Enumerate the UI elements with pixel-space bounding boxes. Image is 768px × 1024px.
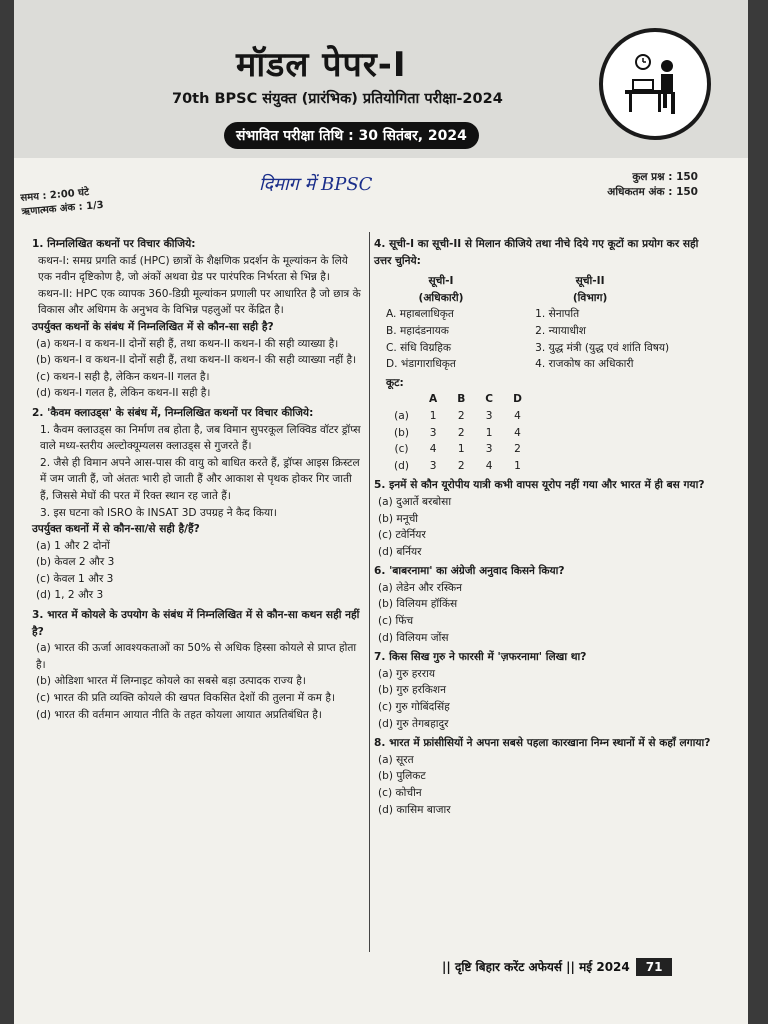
option: (b) कथन-I व कथन-II दोनों सही हैं, तथा कथन-II कथन-I की सही व्याख्या नहीं है। [36, 354, 357, 367]
list-1 [386, 273, 535, 373]
question-text: 7. किस सिख गुरु ने फारसी में 'ज़फरनामा' लिखा था? [374, 651, 587, 664]
total-questions: कुल प्रश्न : 150 [632, 171, 698, 183]
option: (b) पुलिकट [378, 770, 426, 783]
option: (a) लेडेन और रस्किन [378, 581, 462, 594]
table-cell: 4 [429, 443, 437, 456]
codes-header-cell: C [485, 393, 494, 406]
list-item: 4. राजकोष का अधिकारी [535, 358, 634, 371]
question-text: 5. इनमें से कौन यूरोपीय यात्री कभी वापस यूरोप नहीं गया और भारत में ही बस गया? [374, 479, 705, 492]
table-cell: 4 [514, 409, 521, 422]
question-text: 4. सूची-I का सूची-II से मिलान कीजिये तथा नीचे दिये गए कूटों का प्रयोग कर सही उत्तर चुनिये: [374, 238, 699, 267]
list-2-title: सूची-II [575, 275, 605, 288]
option: (b) ओडिशा भारत में लिग्नाइट कोयले का सबसे बड़ा उत्पादक राज्य है। [36, 675, 306, 688]
list-item: A. महाबलाधिकृत [386, 308, 454, 321]
option: (a) भारत की ऊर्जा आवश्यकताओं का 50% से अधिक हिस्सा कोयले से प्राप्त होता है। [36, 642, 357, 671]
table-row [384, 458, 532, 475]
option: (a) 1 और 2 दोनों [36, 539, 110, 552]
exam-date-badge: संभावित परीक्षा तिथि : 30 सितंबर, 2024 [224, 122, 479, 149]
table-cell: (c) [394, 443, 409, 456]
exam-meta-left [20, 185, 104, 220]
option: (a) सूरत [378, 753, 414, 766]
list-1-title: सूची-I [428, 275, 454, 288]
option: (a) गुरु हरराय [378, 667, 435, 680]
list-item: D. भंडागाराधिकृत [386, 358, 456, 371]
codes-table [384, 391, 532, 474]
codes-header-row [384, 391, 532, 408]
column-divider [369, 232, 370, 952]
question-1 [32, 236, 364, 402]
question-5 [374, 477, 714, 560]
option: (c) टवेर्नियर [378, 529, 426, 542]
question-8 [374, 735, 714, 818]
question-4 [374, 236, 714, 474]
person-at-desk-icon [599, 28, 711, 140]
table-cell: 3 [429, 459, 437, 472]
option: (d) कासिम बाजार [378, 803, 451, 816]
list-item: 3. युद्ध मंत्री (युद्ध एवं शांति विषय) [535, 341, 670, 354]
list-item: 1. सेनापति [535, 308, 580, 321]
option: (c) भारत की प्रति व्यक्ति कोयले की खपत विकसित देशों की तुलना में कम है। [36, 692, 335, 705]
table-row [384, 425, 532, 442]
list-1-subtitle: (अधिकारी) [418, 291, 464, 304]
option: (a) कथन-I व कथन-II दोनों सही हैं, तथा कथन-II कथन-I की सही व्याख्या है। [36, 337, 339, 350]
option: (c) गुरु गोबिंदसिंह [378, 701, 450, 714]
statement: 3. इस घटना को ISRO के INSAT 3D उपग्रह ने कैद किया। [40, 506, 277, 519]
statement: कथन-I: समग्र प्रगति कार्ड (HPC) छात्रों के शैक्षणिक प्रदर्शन के मूल्यांकन के लिये एक नवीन दृष्टिकोण है, जो अंकों अथवा ग्रेड पर पारंपरिक निर्भरता से भिन्न है। [38, 254, 348, 284]
right-column [374, 236, 714, 821]
option: (d) विलियम जोंस [378, 631, 449, 644]
table-cell: 1 [457, 443, 465, 456]
question-text: 3. भारत में कोयले के उपयोग के संबंध में निम्नलिखित में से कौन-सा कथन सही नहीं है? [32, 609, 360, 638]
page-header [14, 0, 748, 158]
option: (d) कथन-I गलत है, लेकिन कथन-II सही है। [36, 387, 211, 400]
list-item: 2. न्यायाधीश [535, 324, 586, 337]
left-column [32, 236, 364, 726]
question-text: 1. निम्नलिखित कथनों पर विचार कीजिये: [32, 238, 196, 250]
negative-marks: ऋणात्मक अंक : 1/3 [21, 199, 105, 218]
option: (c) कथन-I सही है, लेकिन कथन-II गलत है। [36, 370, 210, 383]
option: (d) गुरु तेगबहादुर [378, 717, 449, 730]
list-item: B. महादंडनायक [386, 324, 449, 337]
option: (d) भारत की वर्तमान आयात नीति के तहत कोयला आयात अप्रतिबंधित है। [36, 708, 322, 721]
exam-time: समय : 2:00 घंटे [20, 186, 90, 204]
question-2 [32, 405, 364, 604]
table-cell: (a) [394, 409, 409, 422]
table-cell: 3 [485, 443, 493, 456]
option: (c) कोचीन [378, 787, 422, 799]
table-cell: 3 [429, 426, 437, 439]
table-cell: 2 [457, 426, 465, 439]
page-number: 71 [636, 958, 673, 976]
option: (b) गुरु हरकिशन [378, 684, 446, 697]
codes-header-cell [384, 391, 419, 408]
option: (c) केवल 1 और 3 [36, 572, 114, 585]
question-ask: उपर्युक्त कथनों के संबंध में निम्नलिखित में से कौन-सा सही है? [32, 320, 274, 333]
question-6 [374, 563, 714, 646]
list-2 [535, 273, 714, 373]
table-cell: (d) [394, 459, 409, 472]
codes-header-cell: A [429, 393, 438, 406]
footer-text: || दृष्टि बिहार करेंट अफेयर्स || मई 2024 [442, 960, 630, 974]
table-cell: 2 [514, 443, 521, 456]
statement: कथन-II: HPC एक व्यापक 360-डिग्री मूल्यांकन प्रणाली पर आधारित है जो छात्र के विकास और अधिगम के अनुभव के विभिन्न पहलुओं पर केंद्रित है। [38, 287, 361, 317]
option: (d) 1, 2 और 3 [36, 589, 104, 602]
option: (a) दुआर्ते बरबोसा [378, 495, 452, 508]
table-cell: (b) [394, 426, 409, 439]
codes-label: कूट: [386, 376, 404, 389]
question-text: 6. 'बाबरनामा' का अंग्रेजी अनुवाद किसने किया? [374, 565, 565, 578]
question-3 [32, 607, 364, 723]
codes-header-cell: D [513, 393, 522, 406]
table-cell: 3 [485, 409, 493, 422]
question-ask: उपर्युक्त कथनों में से कौन-सा/से सही है/हैं? [32, 523, 200, 536]
question-text: 8. भारत में फ्रांसीसियों ने अपना सबसे पहला कारखाना निम्न स्थानों में से कहाँ लगाया? [374, 737, 711, 750]
table-row [384, 441, 532, 458]
table-row [384, 408, 532, 425]
list-item: C. संधि विग्रहिक [386, 341, 452, 354]
question-text: 2. 'कैवम क्लाउड्स' के संबंध में, निम्नलिखित कथनों पर विचार कीजिये: [32, 406, 314, 419]
table-cell: 1 [514, 459, 521, 472]
statement: 1. कैवम क्लाउड्स का निर्माण तब होता है, जब विमान सुपरकूल लिक्विड वॉटर ड्रॉप्स वाले मध्य-स्तरीय अल्टोक्यूम्यलस क्लाउड्स से गुजरते हैं। [40, 423, 361, 453]
table-cell: 4 [485, 459, 493, 472]
option: (b) केवल 2 और 3 [36, 556, 115, 569]
codes-header-cell: B [457, 393, 466, 406]
page-footer [442, 958, 672, 975]
option: (c) फिंच [378, 615, 414, 628]
table-cell: 1 [429, 409, 437, 422]
list-2-subtitle: (विभाग) [572, 291, 608, 304]
exam-subtitle: 70th BPSC संयुक्त (प्रारंभिक) प्रतियोगिता परीक्षा-2024 [172, 91, 503, 107]
page-title: मॉडल पेपर-I [236, 45, 407, 85]
option: (b) विलियम हॉकिंस [378, 598, 458, 611]
handwritten-note: दिमाग में BPSC [259, 174, 373, 195]
exam-meta-right [607, 170, 698, 200]
question-7 [374, 649, 714, 732]
match-lists [386, 273, 714, 373]
option: (d) बर्नियर [378, 545, 422, 558]
document-page [14, 0, 748, 1024]
table-cell: 2 [457, 409, 465, 422]
max-marks: अधिकतम अंक : 150 [607, 186, 698, 198]
table-cell: 4 [514, 426, 521, 439]
table-cell: 1 [485, 426, 493, 439]
table-cell: 2 [457, 459, 465, 472]
statement: 2. जैसे ही विमान अपने आस-पास की वायु को बाधित करते हैं, ड्रॉप्स आइस क्रिस्टल में जम जाती हैं, जो अंततः भारी हो जाती हैं और आकाश से पृथक होकर गिर जाती हैं, जिससे मेघों की परत में रिक्त स्थान रह जाते हैं। [40, 456, 360, 502]
option: (b) मनूची [378, 512, 419, 525]
